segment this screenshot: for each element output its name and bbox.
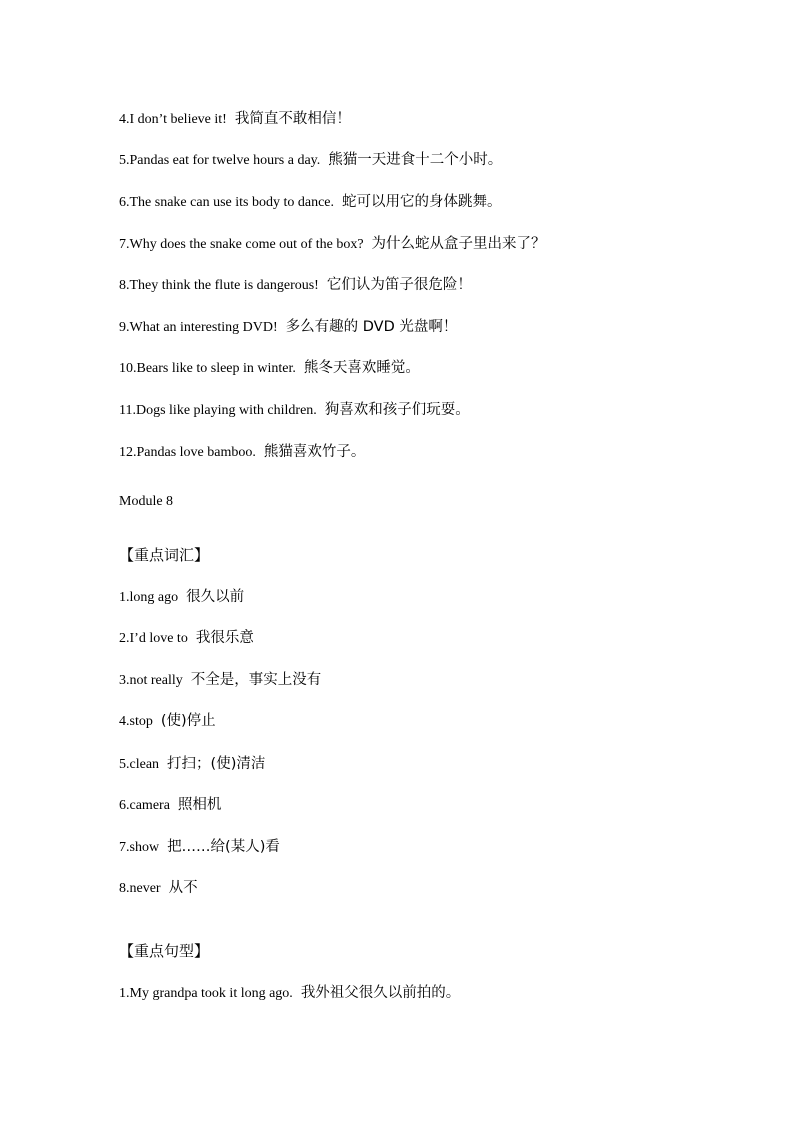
- vocab-chinese: 照相机: [177, 797, 222, 813]
- phrase-english: 12.Pandas love bamboo.: [119, 445, 256, 460]
- vocab-chinese: (使)停止: [160, 713, 216, 729]
- phrase-line: [119, 235, 759, 254]
- vocab-chinese: 不全是，事实上没有: [190, 672, 322, 688]
- vocab-item: [119, 838, 759, 857]
- phrase-english: 9.What an interesting DVD!: [119, 320, 278, 335]
- vocab-item: [119, 755, 759, 774]
- phrase-english: 6.The snake can use its body to dance.: [119, 195, 334, 210]
- phrase-chinese: 熊冬天喜欢睡觉。: [303, 360, 420, 376]
- phrase-line: [119, 110, 759, 129]
- phrase-chinese: 熊猫喜欢竹子。: [263, 444, 366, 460]
- vocab-item: [119, 879, 759, 898]
- phrase-line: [119, 443, 759, 462]
- phrase-english: 10.Bears like to sleep in winter.: [119, 361, 296, 376]
- phrase-line: [119, 318, 759, 337]
- phrase-chinese: 我简直不敢相信！: [234, 111, 351, 127]
- vocab-english: 3.not really: [119, 673, 183, 688]
- phrase-chinese: 熊猫一天进食十二个小时。: [328, 152, 503, 168]
- phrase-english: 8.They think the flute is dangerous!: [119, 278, 319, 293]
- vocab-item: [119, 712, 759, 731]
- sentence-chinese: 我外祖父很久以前拍的。: [300, 985, 461, 1001]
- phrase-chinese: 狗喜欢和孩子们玩耍。: [324, 402, 470, 418]
- vocab-heading: 【重点词汇】: [119, 546, 210, 564]
- vocab-chinese: 从不: [168, 880, 198, 896]
- phrase-chinese: 它们认为笛子很危险！: [326, 277, 472, 293]
- vocab-chinese: 很久以前: [186, 589, 245, 605]
- sentence-english: 1.My grandpa took it long ago.: [119, 986, 293, 1001]
- vocab-english: 2.I’d love to: [119, 631, 188, 646]
- vocab-item: [119, 796, 759, 815]
- vocab-chinese: 我很乐意: [195, 630, 254, 646]
- phrase-english: 7.Why does the snake come out of the box?: [119, 237, 364, 252]
- vocab-item: [119, 671, 759, 690]
- phrase-line: [119, 193, 759, 212]
- vocab-item: [119, 629, 759, 648]
- sentence-item: [119, 984, 759, 1003]
- phrase-chinese: 为什么蛇从盒子里出来了？: [371, 236, 546, 252]
- phrase-line: [119, 401, 759, 420]
- phrase-line: [119, 151, 759, 170]
- phrase-chinese: 多么有趣的 DVD 光盘啊！: [285, 319, 458, 335]
- vocab-english: 8.never: [119, 881, 161, 896]
- vocab-english: 5.clean: [119, 757, 160, 772]
- module-title: Module 8: [119, 494, 174, 509]
- vocab-english: 6.camera: [119, 798, 170, 813]
- vocab-item: [119, 588, 759, 607]
- vocab-english: 4.stop: [119, 714, 153, 729]
- vocab-english: 7.show: [119, 840, 160, 855]
- vocab-chinese: 把……给(某人)看: [167, 839, 280, 855]
- vocab-chinese: 打扫；(使)清洁: [167, 756, 266, 772]
- phrase-english: 4.I don’t believe it!: [119, 112, 227, 127]
- phrase-english: 5.Pandas eat for twelve hours a day.: [119, 153, 321, 168]
- vocab-english: 1.long ago: [119, 590, 179, 605]
- phrase-line: [119, 359, 759, 378]
- phrase-english: 11.Dogs like playing with children.: [119, 403, 317, 418]
- phrase-line: [119, 276, 759, 295]
- sentence-heading: 【重点句型】: [119, 942, 210, 960]
- phrase-chinese: 蛇可以用它的身体跳舞。: [342, 194, 502, 210]
